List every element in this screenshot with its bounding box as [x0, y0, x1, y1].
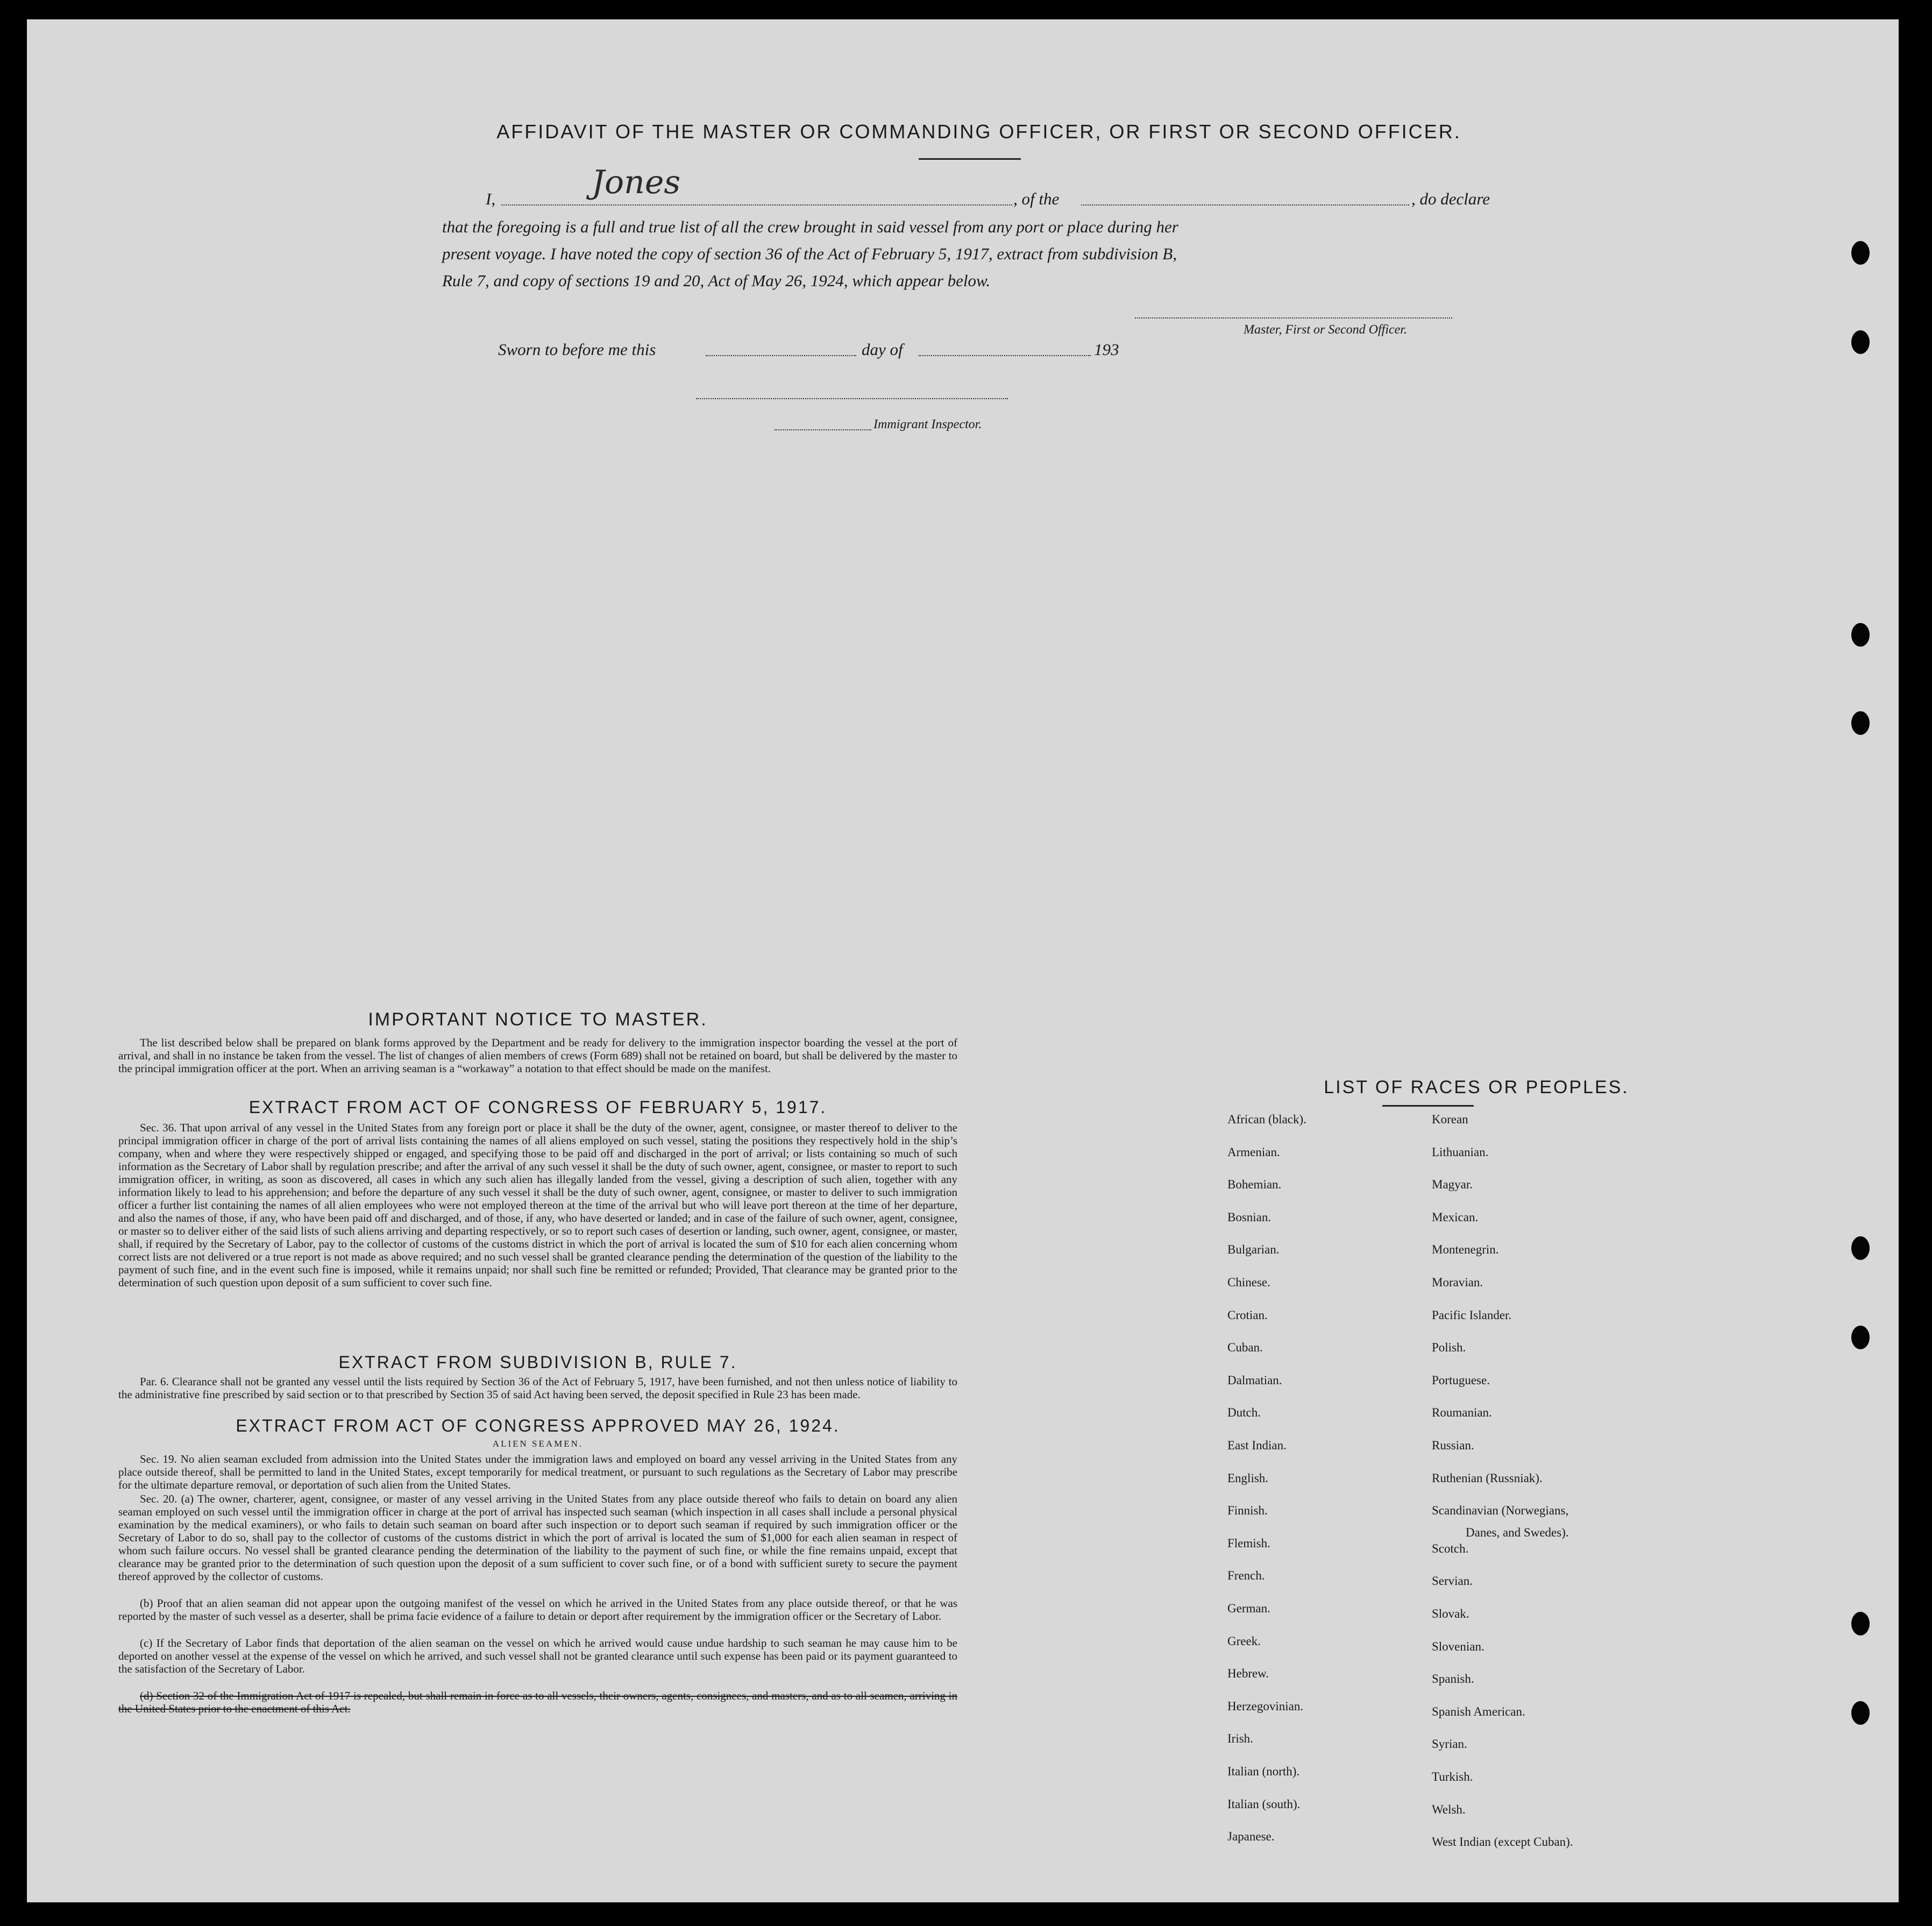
extract-1917-title: EXTRACT FROM ACT OF CONGRESS OF FEBRUARY 5, 1917. [248, 1097, 827, 1117]
race-item: Ruthenian (Russniak). [1432, 1471, 1543, 1485]
section-20a-text: Sec. 20. (a) The owner, charterer, agent, consignee, or master of any vessel arriving in the United States from any place outside thereof who fails to detain on board any alien seaman employed on such vessel until the immigration officer in charge at the port of arrival has inspected such seaman (which inspection in all cases shall include a personal physical examination by the medical examiners), or who fails to detain such seaman on board after such inspection or to deport such seaman if required by such immigration officer or the Secretary of Labor to do so, shall pay to the collector of customs of the customs district in which the port of arrival is located the sum of $1,000 for each alien seaman in respect of whom such failure occurs. No vessel shall be granted clearance pending the determination of the liability to the payment of such fine, or while the fine remains unpaid, except that clearance may be granted prior to the determination of such question upon the deposit of a sum sufficient to cover such fine, or of a bond with sufficient surety to secure the payment thereof approved by the collector of customs. [118, 1492, 957, 1583]
sworn-label: Sworn to before me this [498, 340, 656, 359]
inspector-dots [775, 429, 871, 430]
race-item: Italian (north). [1227, 1765, 1300, 1778]
race-item: Mexican. [1432, 1210, 1479, 1224]
race-item: Japanese. [1227, 1830, 1275, 1844]
section-20c-text: (c) If the Secretary of Labor finds that deportation of the alien seaman on the vessel on which he arrived would cause undue hardship to such seaman he may cause him to be deported on another vessel at the expense of the vessel on which he arrived, and such vessel shall not be granted clearance until such expense has been paid or its payment guaranteed to the satisfaction of the Secretary of Labor. [118, 1637, 957, 1675]
race-item: Servian. [1432, 1574, 1473, 1588]
race-item: Portuguese. [1432, 1373, 1490, 1387]
declaration-line-2: present voyage. I have noted the copy of section 36 of the Act of February 5, 1917, extract from subdivision B, [442, 244, 1177, 263]
alien-seamen-subtitle: ALIEN SEAMEN. [492, 1439, 584, 1449]
day-line [706, 355, 856, 356]
signature: Jones [592, 164, 681, 201]
binder-hole [1851, 711, 1870, 735]
race-item: Danes, and Swedes). [1466, 1526, 1569, 1539]
section-36-text: Sec. 36. That upon arrival of any vessel in the United States from any foreign port or place it shall be the duty of the owner, agent, consignee, or master thereof to deliver to the principal immigration officer in charge of the port of arrival lists containing the names of all aliens employed on such vessel, stating the positions they respectively hold in the ship’s company, when and where they were respectively shipped or engaged, and specifying those to be paid off and discharged in the port of arrival; or lists containing so much of such information as the Secretary of Labor shall by regulation prescribe; and after the arrival of any such vessel it shall be the duty of such owner, agent, consignee, or master to report to such immigration officer, in writing, as soon as discovered, all cases in which any such alien has illegally landed from the vessel, giving a description of such alien, together with any information likely to lead to his apprehension; and before the departure of any such vessel it shall be the duty of such owner, agent, consignee, or master to deliver to such immigration officer a further list containing the names of all alien employees who were not employed thereon at the time of the arrival but who will leave port thereon at the time of her departure, and also the names of those, if any, who have been paid off and discharged, and of those, if any, who have deserted or landed; and in case of the failure of such owner, agent, consignee, or master so to deliver either of the said lists of such aliens arriving and departing respectively, or so to report such cases of desertion or landing, such owner, agent, consignee, or master, shall, if required by the Secretary of Labor, pay to the collector of customs of the customs district in which the port of arrival is located the sum of $10 for each alien concerning whom correct lists are not delivered or a true report is not made as above required; and no such vessel shall be granted clearance pending the determination of the question of the liability to the payment of such fine, and in the event such fine is imposed, while it remains unpaid; nor shall such fine be remitted or refunded; Provided, That clearance may be granted prior to the determination of such question upon deposit of a sum sufficient to cover such fine. [118, 1121, 957, 1289]
race-item: Bulgarian. [1227, 1243, 1280, 1257]
race-item: Flemish. [1227, 1536, 1270, 1550]
race-item: Welsh. [1432, 1802, 1466, 1816]
binder-hole [1851, 1612, 1870, 1635]
binder-hole [1851, 1701, 1870, 1725]
race-item: Crotian. [1227, 1308, 1268, 1322]
race-item: Bosnian. [1227, 1210, 1272, 1224]
race-item: Slovak. [1432, 1607, 1469, 1620]
binder-hole [1851, 330, 1870, 354]
binder-hole [1851, 1326, 1870, 1349]
race-item: Herzegovinian. [1227, 1699, 1304, 1713]
race-item: Italian (south). [1227, 1797, 1301, 1811]
race-item: African (black). [1227, 1113, 1306, 1126]
of-the-label: , of the [1013, 189, 1060, 208]
day-of-label: day of [862, 340, 903, 359]
inspector-signature-line [696, 398, 1008, 399]
declaration-line-1: that the foregoing is a full and true list of all the crew brought in said vessel from any port or place during her [442, 217, 1178, 236]
document-sheet [27, 19, 1899, 1902]
race-item: Greek. [1227, 1634, 1261, 1648]
extract-1924-title: EXTRACT FROM ACT OF CONGRESS APPROVED MAY 26, 1924. [236, 1416, 840, 1435]
race-item: Moravian. [1432, 1276, 1483, 1289]
race-item: English. [1227, 1471, 1269, 1485]
race-item: Dutch. [1227, 1406, 1261, 1420]
race-item: Lithuanian. [1432, 1145, 1489, 1159]
year-label: 193 [1094, 340, 1119, 359]
race-item: Finnish. [1227, 1504, 1268, 1518]
race-item: Magyar. [1432, 1178, 1473, 1192]
race-item: Dalmatian. [1227, 1373, 1282, 1387]
master-caption: Master, First or Second Officer. [1244, 323, 1407, 337]
race-item: Montenegrin. [1432, 1243, 1499, 1257]
race-item: Slovenian. [1432, 1639, 1484, 1653]
race-item: Hebrew. [1227, 1667, 1269, 1681]
vessel-line [1081, 204, 1409, 206]
race-item: West Indian (except Cuban). [1432, 1835, 1573, 1849]
inspector-caption: Immigrant Inspector. [873, 417, 982, 431]
race-item: Irish. [1227, 1732, 1253, 1746]
notice-intro: The list described below shall be prepared on blank forms approved by the Department and be ready for delivery to the immigration inspector boarding the vessel at the port of arrival, and shall in no instance be taken from the vessel. The list of changes of alien members of crews (Form 689) shall not be retained on board, but shall be delivered by the master to the principal immigration officer at the port. When an arriving seaman is a “workaway” a notation to that effect should be made on the manifest. [118, 1036, 957, 1075]
race-item: Bohemian. [1227, 1178, 1282, 1192]
affidavit-title: AFFIDAVIT OF THE MASTER OR COMMANDING OFFICER, OR FIRST OR SECOND OFFICER. [496, 121, 1461, 143]
section-20d-text: (d) Section 32 of the Immigration Act of 1917 is repealed, but shall remain in force as to all vessels, their owners, agents, consignees, and masters, and as to all seamen, arriving in the United States prior to the enactment of this Act. [118, 1689, 957, 1715]
race-item: Korean [1432, 1113, 1468, 1126]
race-item: Spanish. [1432, 1672, 1474, 1686]
race-item: Cuban. [1227, 1341, 1263, 1355]
race-item: Turkish. [1432, 1770, 1473, 1783]
race-item: Scandinavian (Norwegians, [1432, 1504, 1569, 1518]
race-item: East Indian. [1227, 1439, 1287, 1452]
section-19-text: Sec. 19. No alien seaman excluded from admission into the United States under the immigration laws and employed on board any vessel arriving in the United States from any place outside thereof, shall be permitted to land in the United States, except temporarily for medical treatment, or pursuant to such regulations as the Secretary of Labor may prescribe for the ultimate departure removal, or deportation of such alien from the United States. [118, 1453, 957, 1491]
binder-hole [1851, 241, 1870, 265]
races-title: LIST OF RACES OR PEOPLES. [1324, 1077, 1629, 1097]
race-item: Roumanian. [1432, 1406, 1492, 1420]
master-signature-line [1135, 317, 1452, 318]
race-item: Syrian. [1432, 1737, 1467, 1751]
title-divider [919, 158, 1021, 160]
race-item: Russian. [1432, 1439, 1474, 1452]
section-20b-text: (b) Proof that an alien seaman did not appear upon the outgoing manifest of the vessel on which he arrived in the United States from any place outside thereof, or that he was reported by the master of such vessel as a deserter, shall be prima facie evidence of a failure to detain or deport after requirement by the immigration officer or the Secretary of Labor. [118, 1597, 957, 1623]
race-item: Chinese. [1227, 1276, 1270, 1289]
race-item: German. [1227, 1602, 1270, 1615]
month-line [919, 355, 1091, 356]
race-item: French. [1227, 1569, 1265, 1583]
binder-hole [1851, 623, 1870, 647]
race-item: Armenian. [1227, 1145, 1280, 1159]
races-divider [1382, 1105, 1474, 1107]
binder-hole [1851, 1236, 1870, 1260]
declaration-line-3: Rule 7, and copy of sections 19 and 20, Act of May 26, 1924, which appear below. [442, 271, 991, 290]
race-item: Spanish American. [1432, 1704, 1525, 1718]
race-item: Scotch. [1432, 1541, 1469, 1555]
i-label: I, [486, 189, 496, 208]
notice-title: IMPORTANT NOTICE TO MASTER. [368, 1009, 708, 1030]
race-item: Pacific Islander. [1432, 1308, 1512, 1322]
name-line [501, 204, 1012, 206]
do-declare-label: , do declare [1411, 189, 1490, 208]
extract-rule7-title: EXTRACT FROM SUBDIVISION B, RULE 7. [338, 1353, 737, 1372]
race-item: Polish. [1432, 1341, 1466, 1355]
paragraph-6-text: Par. 6. Clearance shall not be granted any vessel until the lists required by Section 36 of the Act of February 5, 1917, have been furnished, and not then unless notice of liability to the administrative fine prescribed by said section or to that prescribed by Section 35 of said Act having been served, the deposit specified in Rule 23 has been made. [118, 1375, 957, 1401]
